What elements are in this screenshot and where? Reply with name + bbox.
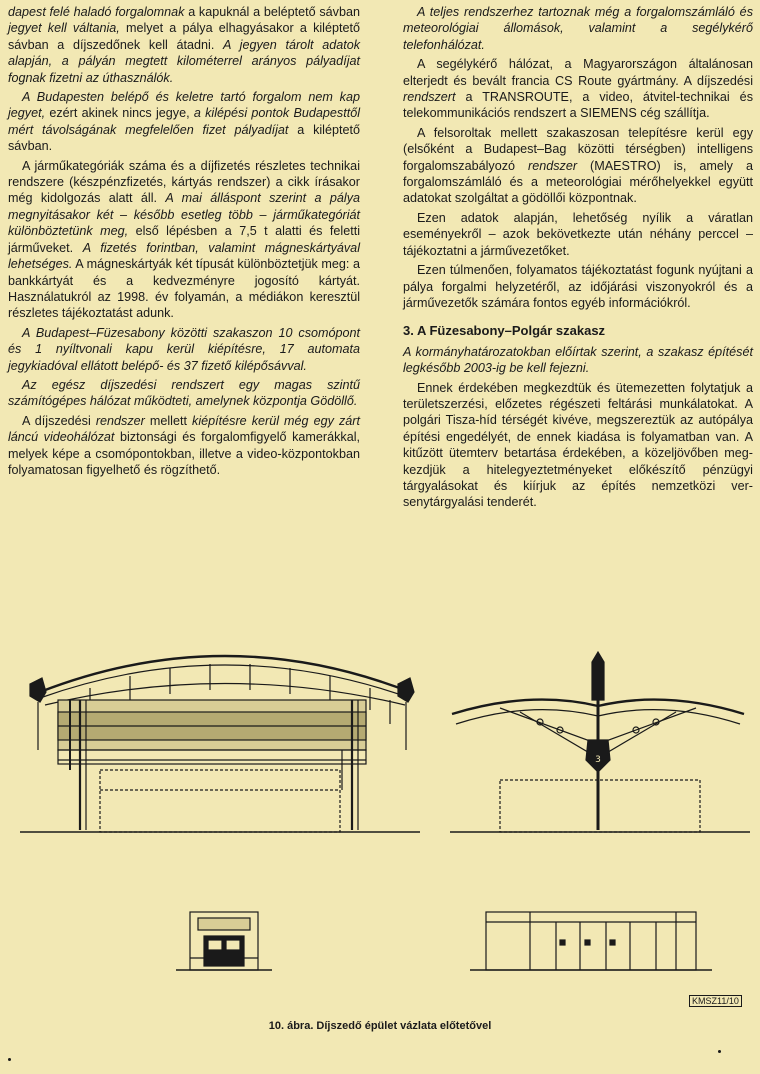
canopy-side-elevation: [450, 652, 750, 832]
emphasized-text: A Budapesten belépő és keletre tartó forgalom nem kap jegyet,: [8, 90, 360, 121]
emphasized-text: kiépítésre kerül még egy zárt láncú videohálózat: [8, 413, 360, 445]
section-paragraphs: [403, 344, 753, 511]
figure-code: KMSZ11/10: [689, 995, 742, 1007]
emphasized-text: rendszert: [403, 90, 456, 105]
toll-booth-front: [176, 912, 272, 970]
canopy-sketch-figure: [0, 640, 760, 1040]
emphasized-text: A jegyen tárolt adatok alapján, a pályán megtett kilométerrel arányos pályadíjat fognak fizetni az úthasználók.: [8, 37, 361, 85]
text-run: a kiléptető sávban.: [8, 122, 360, 154]
right-paragraphs: [403, 4, 753, 311]
emphasized-text: A fizetés forintban, valamint mágneskártyával lehetséges.: [8, 240, 360, 272]
text-run: A díjszedési: [22, 413, 96, 428]
emphasized-text: jegyet kell váltania,: [8, 21, 120, 36]
emphasized-text: A mai álláspont szerint a pálya megnyitásakor két – később esetleg több – járműkategóriát különböztetünk meg,: [8, 191, 361, 239]
paragraph: [403, 262, 753, 311]
paragraph: [8, 413, 360, 479]
emphasized-text: A teljes rendszerhez tartoznak még a forgalomszámláló és meteorológiai állomások, valamint a segélykérő telefonhálózat.: [403, 5, 753, 52]
paragraph: [403, 210, 753, 259]
paragraph: [403, 125, 753, 207]
emphasized-text: rendszer: [95, 413, 145, 428]
text-run: Ennek érdekében megkezdtük és ütemezetten folytatjuk a területszerzési, előzetes régészeti feltárási munkálatokat. A polgári Tisza-híd térségét kivéve, megszereztük az autópálya építési engedélyét, de ennek kiadása is folyamatban van. A kitűzött ütemterv betartása érdekében, a közeljövőben megkezdjük a hitelegyeztetményeket előkészítő pénzügyi tárgyalásokat és kiírjuk az építés nemzetközi versenytárgyalási tenderét.: [403, 380, 753, 510]
text-run: a kapuknál a beléptető sávban: [184, 5, 360, 19]
text-run: a TRANSROUTE, a video, átvitel-technikai és telekommunikációs rendszert a SIEMENS cég szállítja.: [403, 90, 753, 121]
text-run: első lépésben a 7,5 t alatti és feletti járműveket.: [8, 224, 360, 255]
text-run: A felsoroltak mellett szakaszosan telepítésre kerül egy (elsőként a Budapest–Bag közötti térségben) intelligens forgalomszabályozó: [403, 125, 753, 173]
page-speck: [8, 1058, 11, 1061]
paragraph: [403, 344, 753, 377]
paragraph: [403, 56, 753, 122]
paragraph: [8, 4, 360, 86]
text-run: A segélykérő hálózat, a Magyarországon általánosan elterjedt és bevált francia CS Route gyártmány. A díjszedési: [403, 57, 753, 88]
text-run: A mágneskártyák két típusát különböztetjük meg: a bankkártyát és a kedvezményre jogosító kártyát. Használatukról az 1998. év folyamán, a médiákon keresztül részletes tájékoztatást adunk.: [8, 257, 360, 321]
text-run: mellett: [144, 413, 193, 428]
emphasized-text: a kilépési pontok Budapesttől mért távolságának megfelelően fizet pályadíjat: [8, 106, 360, 137]
text-run: melyet a pálya elhagyásakor a kiléptető sávban a díjszedőnek kell átadni.: [8, 21, 360, 52]
paragraph: [8, 158, 360, 322]
canopy-front-elevation: [20, 656, 420, 832]
text-run: (MAESTRO) is, amely a forgalomszámláló és a meteorológiai mérőhelyekkel együtt adatokat szolgáltat a gödöllői központnak.: [403, 158, 753, 206]
toll-building-side: [470, 912, 712, 970]
paragraph: [8, 89, 360, 155]
text-run: A járműkategóriák száma és a díjfizetés részletes technikai rendszere (készpénzfizetés, kártyás rendszer) a cikk írásakor még kidolgozás alatt áll.: [8, 158, 360, 206]
text-run: ezért akinek nincs jegye,: [45, 106, 194, 121]
emphasized-text: A kormányhatározatokban előírtak szerint, a szakasz építését legkésőbb 2003-ig be kell fejezni.: [403, 344, 753, 376]
paragraph: [403, 380, 753, 511]
right-text-column: [403, 4, 753, 514]
text-run: Ezen túlmenően, folyamatos tájékoztatást fogunk nyújtani a pálya forgalmi helyzetéről, az időjárási viszonyokról és a járművezetők számára fontos egyéb információkról.: [403, 263, 753, 310]
sign-number: 3: [595, 755, 601, 765]
text-run: Ezen adatok alapján, lehetőség nyílik a váratlan eseményekről – azok bekövetkezte után néhány perccel – tájékoztatni a járművezetőket.: [403, 210, 753, 258]
emphasized-text: rendszer: [528, 158, 578, 173]
text-run: biztonsági és forgalomfigyelő kamerákkal, melyek képe a csomópontokban, illetve a video-központokban folyamatosan figyelhető és rögzíthető.: [8, 430, 361, 477]
page-speck: [718, 1050, 721, 1053]
emphasized-text: Az egész díjszedési rendszert egy magas szintű számítógépes hálózat működteti, amelynek központja Gödöllő.: [8, 377, 360, 409]
figure-caption: 10. ábra. Díjszedő épület vázlata előtetővel: [268, 1020, 492, 1032]
emphasized-text: A Budapest–Füzesabony közötti szakaszon 10 csomópont és 1 nyíltvonali kapu kerül kiépítésre, 17 automata jegykiadóval ellátott belépő- és 37 fizető kilépősávval.: [8, 325, 360, 373]
paragraph: [8, 377, 360, 410]
left-text-column: [8, 4, 360, 481]
paragraph: [403, 4, 753, 53]
section-heading: 3. A Füzesabony–Polgár szakasz: [403, 323, 606, 339]
emphasized-text: dapest felé haladó forgalomnak: [8, 5, 185, 19]
paragraph: [8, 325, 360, 374]
